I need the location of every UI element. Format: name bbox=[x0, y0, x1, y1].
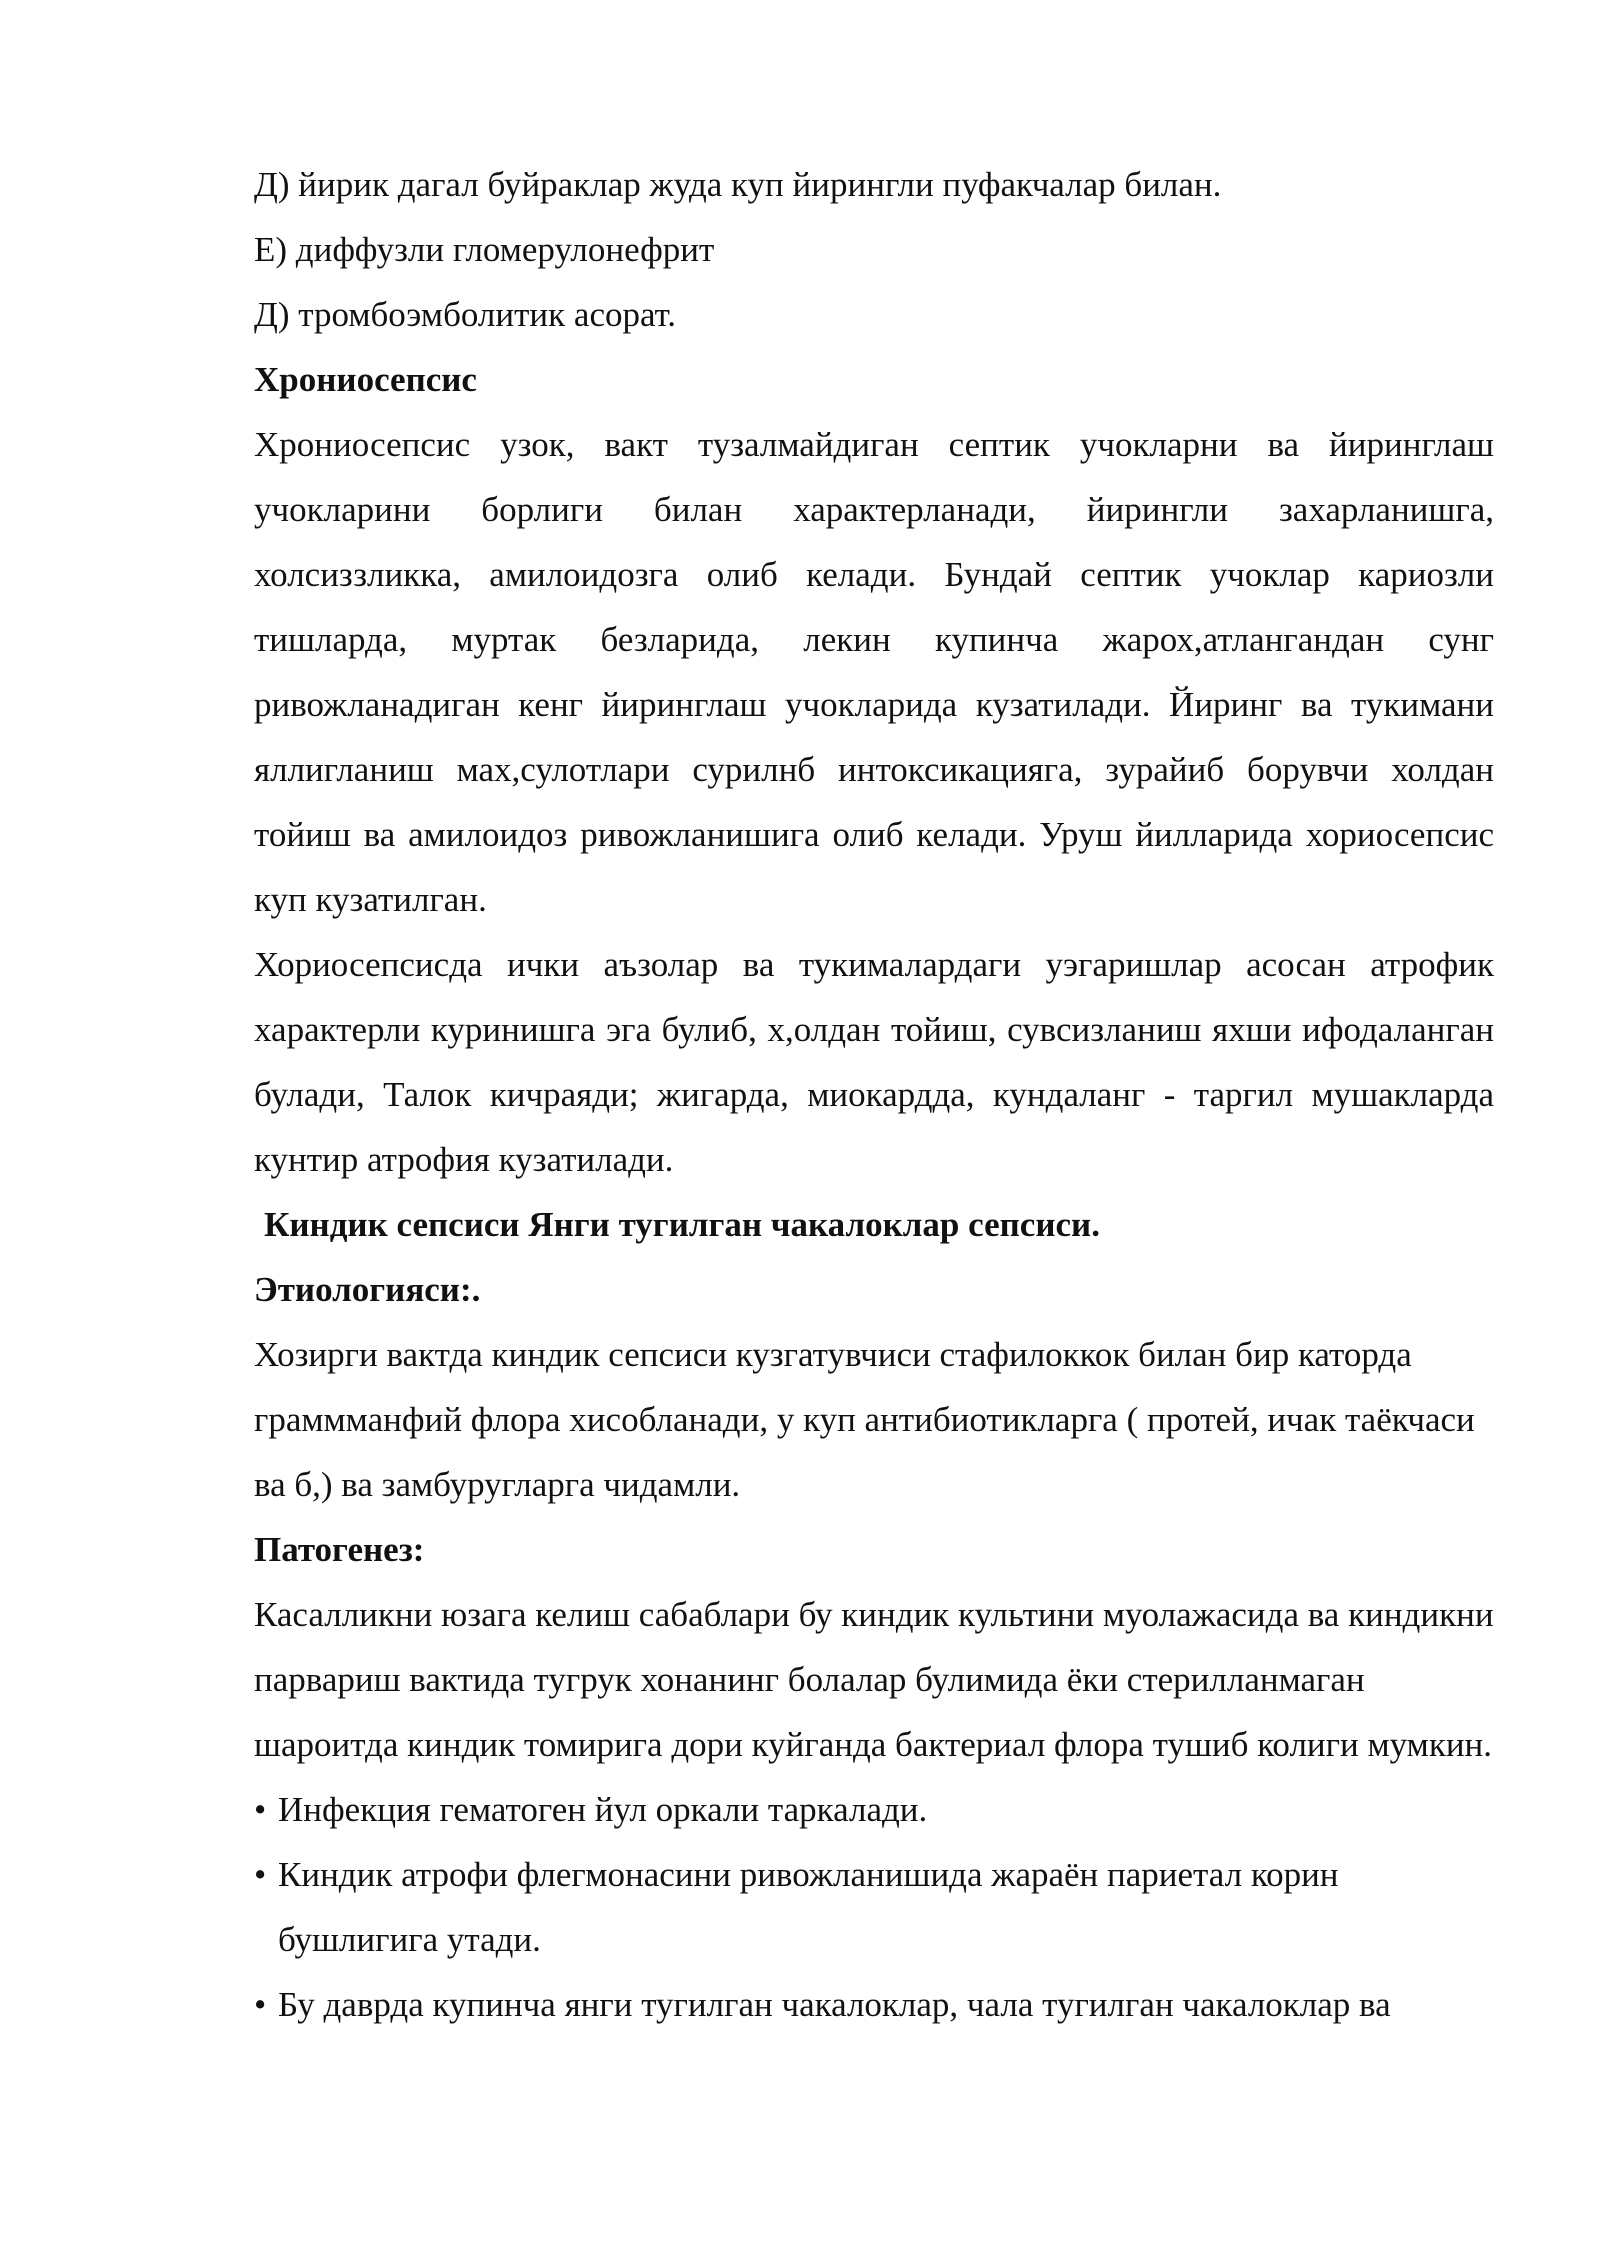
paragraph-chroniosepsis-2: Хориосепсисда ички аъзолар ва тукималардаги уэгаришлар асосан атрофик характерли куринишга эга булиб, х,олдан тойиш, сувсизланиш яхши ифодаланган булади, Талок кичраяди; жигарда, миокардда, кундаланг - таргил мушакларда кунтир атрофия кузатилади. bbox=[254, 945, 1494, 1179]
bullet-item bbox=[254, 1972, 1494, 2037]
paragraph-etiology: Хозирги вактда киндик сепсиси кузгатувчиси стафилоккок билан бир каторда граммманфий флора хисобланади, у куп антибиотикларга ( протей, ичак таёкчаси ва б,) ва замбуругларга чидамли. bbox=[254, 1335, 1475, 1504]
subheading-pathogenesis: Патогенез: bbox=[254, 1530, 425, 1569]
section-title-chroniosepsis: Хрониосепсис bbox=[254, 360, 477, 399]
bullet-glyph: • bbox=[254, 1790, 267, 1829]
subheading-etiology: Этиологияси:. bbox=[254, 1270, 481, 1309]
paragraph-chroniosepsis-1: Хрониосепсис узок, вакт тузалмайдиган септик учокларни ва йиринглаш учокларини борлиги билан характерланади, йирингли захарланишга, холсиззликка, амилоидозга олиб келади. Бундай септик учоклар кариозли тишларда, муртак безларида, лекин купинча жарох,атлангандан сунг ривожланадиган кенг йиринглаш учокларида кузатилади. Йиринг ва тукимани яллигланиш мах,сулотлари сурилнб интоксикацияга, зурайиб борувчи холдан тойиш ва амилоидоз ривожланишига олиб келади. Уруш йилларида хориосепсис куп кузатилган. bbox=[254, 425, 1494, 919]
bullet-text: Бу даврда купинча янги тугилган чакалоклар, чала тугилган чакалоклар ва bbox=[278, 1985, 1391, 2024]
answer-option-e: Е) диффузли гломерулонефрит bbox=[254, 230, 715, 269]
section-title-umbilical-sepsis: Киндик сепсиси Янги тугилган чакалоклар сепсиси. bbox=[264, 1205, 1100, 1244]
answer-option-d-2: Д) тромбоэмболитик асорат. bbox=[254, 295, 677, 334]
answer-option-d-1: Д) йирик дагал буйраклар жуда куп йирингли пуфакчалар билан. bbox=[254, 165, 1222, 204]
bullet-glyph: • bbox=[254, 1985, 267, 2024]
bullet-glyph: • bbox=[254, 1855, 267, 1894]
bullet-text: Киндик атрофи флегмонасини ривожланишида жараён париетал корин бушлигига утади. bbox=[278, 1855, 1339, 1959]
bullet-text: Инфекция гематоген йул оркали таркалади. bbox=[278, 1790, 928, 1829]
bullet-item bbox=[254, 1777, 1494, 1842]
document-page bbox=[254, 152, 1494, 2037]
bullet-item bbox=[254, 1842, 1494, 1972]
paragraph-pathogenesis: Касалликни юзага келиш сабаблари бу киндик культини муолажасида ва киндикни парвариш вактида тугрук хонанинг болалар булимида ёки стерилланмаган шароитда киндик томирига дори куйганда бактериал флора тушиб колиги мумкин. bbox=[254, 1595, 1494, 1764]
